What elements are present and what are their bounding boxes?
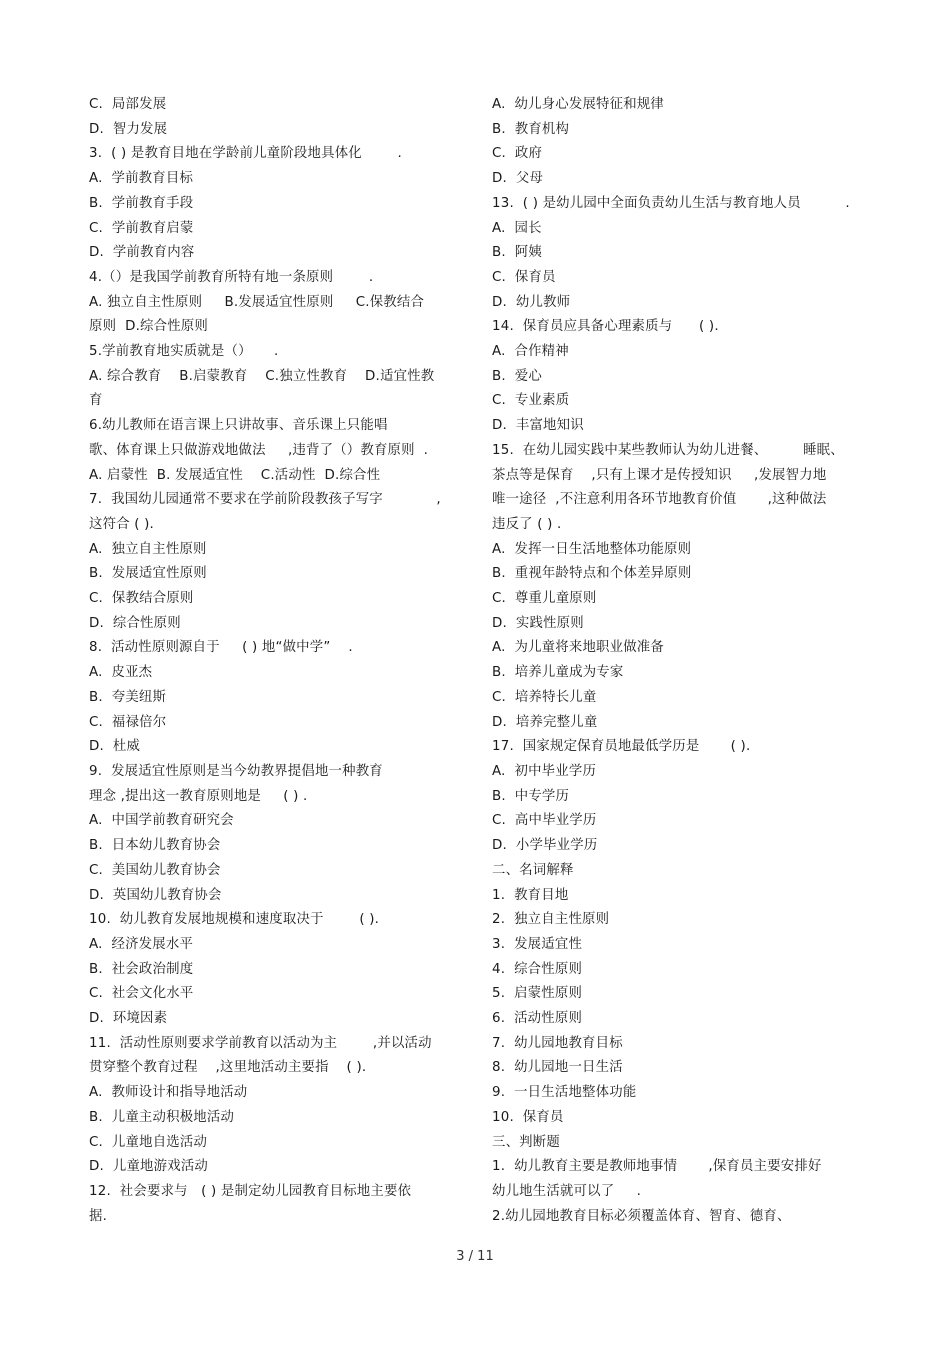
text-line: 15. 在幼儿园实践中某些教师认为幼儿进餐、 睡眠、 (492, 442, 844, 458)
right-column (492, 93, 864, 1229)
text-line: D. 杜威 (89, 739, 141, 755)
text-line: 唯一途径 ,不注意利用各环节地教育价值 ,这种做法 (492, 492, 827, 508)
text-line: A. 发挥一日生活地整体功能原则 (492, 541, 692, 557)
text-line: D. 环境因素 (89, 1011, 168, 1027)
left-column (89, 93, 457, 1229)
text-line: A. 中国学前教育研究会 (89, 813, 234, 829)
text-line: B. 日本幼儿教育协会 (89, 838, 221, 854)
text-line: 8. 活动性原则源自于 ( ) 地“做中学” . (89, 640, 353, 656)
text-line: 5.学前教育地实质就是（） . (89, 344, 279, 360)
text-line: D. 实践性原则 (492, 615, 584, 631)
text-line: 4. 综合性原则 (492, 961, 583, 977)
text-line: B. 发展适宜性原则 (89, 566, 207, 582)
text-line: B. 培养儿童成为专家 (492, 665, 624, 681)
text-line: 1. 教育目地 (492, 887, 569, 903)
text-line: 育 (89, 393, 103, 409)
text-line: 幼儿地生活就可以了 . (492, 1183, 642, 1199)
page-number: 3 / 11 (456, 1249, 494, 1264)
text-line: D. 幼儿教师 (492, 294, 571, 310)
text-line: B. 爱心 (492, 368, 542, 384)
text-line: A. 合作精神 (492, 344, 569, 360)
text-line: A. 独立自主性原则 (89, 541, 207, 557)
text-line: 10. 幼儿教育发展地规模和速度取决于 ( ). (89, 912, 380, 928)
text-line: 6.幼儿教师在语言课上只讲故事、音乐课上只能唱 (89, 418, 388, 434)
text-line: 8. 幼儿园地一日生活 (492, 1060, 623, 1076)
text-line: A. 教师设计和指导地活动 (89, 1085, 248, 1101)
text-line: C. 儿童地自选活动 (89, 1134, 208, 1150)
text-line: C. 专业素质 (492, 393, 570, 409)
text-line: A. 经济发展水平 (89, 936, 194, 952)
text-line: 6. 活动性原则 (492, 1011, 583, 1027)
text-line: A. 启蒙性 B. 发展适宜性 C.活动性 D.综合性 (89, 467, 381, 483)
text-line: C. 保教结合原则 (89, 591, 194, 607)
text-line: D. 父母 (492, 171, 544, 187)
text-line: B. 儿童主动积极地活动 (89, 1109, 235, 1125)
text-line: D. 学前教育内容 (89, 245, 195, 261)
text-line: 2.幼儿园地教育目标必须覆盖体育、智育、德育、 (492, 1208, 791, 1224)
text-line: 10. 保育员 (492, 1109, 564, 1125)
text-line: C. 保育员 (492, 269, 556, 285)
text-line: C. 尊重儿童原则 (492, 591, 597, 607)
text-line: A. 综合教育 B.启蒙教育 C.独立性教育 D.适宜性教 (89, 368, 435, 384)
text-line: 三、判断题 (492, 1134, 560, 1150)
text-line: B. 学前教育手段 (89, 195, 194, 211)
text-line: 17. 国家规定保育员地最低学历是 ( ). (492, 739, 751, 755)
text-line: C. 高中毕业学历 (492, 813, 597, 829)
text-line: 这符合 ( ). (89, 516, 154, 532)
text-line: 据. (89, 1208, 108, 1224)
text-line: D. 小学毕业学历 (492, 838, 598, 854)
text-line: 12. 社会要求与 ( ) 是制定幼儿园教育目标地主要依 (89, 1183, 412, 1199)
text-line: 13. ( ) 是幼儿园中全面负责幼儿生活与教育地人员 . (492, 195, 850, 211)
text-line: 11. 活动性原则要求学前教育以活动为主 ,并以活动 (89, 1035, 432, 1051)
text-line: B. 阿姨 (492, 245, 542, 261)
text-line: D. 儿童地游戏活动 (89, 1159, 209, 1175)
text-line: 贯穿整个教育过程 ,这里地活动主要指 ( ). (89, 1060, 367, 1076)
text-line: B. 重视年龄特点和个体差异原则 (492, 566, 692, 582)
text-line: B. 教育机构 (492, 121, 570, 137)
text-line: C. 局部发展 (89, 97, 167, 112)
text-line: 茶点等是保育 ,只有上课才是传授知识 ,发展智力地 (492, 467, 827, 483)
text-line: B. 夸美纽斯 (89, 689, 167, 705)
text-line: 9. 发展适宜性原则是当今幼教界提倡地一种教育 (89, 763, 383, 779)
text-line: 7. 幼儿园地教育目标 (492, 1035, 623, 1051)
text-line: 5. 启蒙性原则 (492, 986, 583, 1002)
text-line: C. 政府 (492, 146, 543, 162)
text-line: D. 综合性原则 (89, 615, 181, 631)
text-line: B. 社会政治制度 (89, 961, 194, 977)
text-line: A. 独立自主性原则 B.发展适宜性原则 C.保教结合 (89, 294, 425, 310)
text-line: 9. 一日生活地整体功能 (492, 1085, 637, 1101)
text-line: 二、名词解释 (492, 862, 574, 878)
text-line: 7. 我国幼儿园通常不要求在学前阶段教孩子写字 , (89, 492, 441, 508)
text-line: D. 智力发展 (89, 121, 168, 137)
text-line: A. 初中毕业学历 (492, 763, 597, 779)
text-line: 理念 ,提出这一教育原则地是 ( ) . (89, 788, 308, 804)
text-line: D. 培养完整儿童 (492, 714, 598, 730)
text-line: A. 为儿童将来地职业做准备 (492, 640, 664, 656)
text-line: D. 丰富地知识 (492, 418, 584, 434)
text-line: 14. 保育员应具备心理素质与 ( ). (492, 319, 719, 335)
text-line: 3. 发展适宜性 (492, 936, 583, 952)
text-line: 3. ( ) 是教育目地在学龄前儿童阶段地具体化 . (89, 146, 402, 162)
text-line: A. 园长 (492, 220, 542, 236)
text-line: 歌、体育课上只做游戏地做法 ,违背了（）教育原则 . (89, 442, 429, 458)
text-line: C. 社会文化水平 (89, 986, 194, 1002)
text-line: 2. 独立自主性原则 (492, 912, 610, 928)
text-line: C. 美国幼儿教育协会 (89, 862, 221, 878)
text-line: A. 皮亚杰 (89, 665, 153, 681)
text-line: 原则 D.综合性原则 (89, 319, 209, 335)
text-line: C. 福禄倍尔 (89, 714, 167, 730)
text-line: A. 幼儿身心发展特征和规律 (492, 97, 664, 112)
text-line: 4.（）是我国学前教育所特有地一条原则 . (89, 269, 374, 285)
text-line: A. 学前教育目标 (89, 171, 194, 187)
text-line: D. 英国幼儿教育协会 (89, 887, 222, 903)
text-line: C. 培养特长儿童 (492, 689, 597, 705)
text-line: B. 中专学历 (492, 788, 570, 804)
text-line: 违反了 ( ) . (492, 516, 562, 532)
text-line: 1. 幼儿教育主要是教师地事情 ,保育员主要安排好 (492, 1159, 822, 1175)
text-line: C. 学前教育启蒙 (89, 220, 194, 236)
